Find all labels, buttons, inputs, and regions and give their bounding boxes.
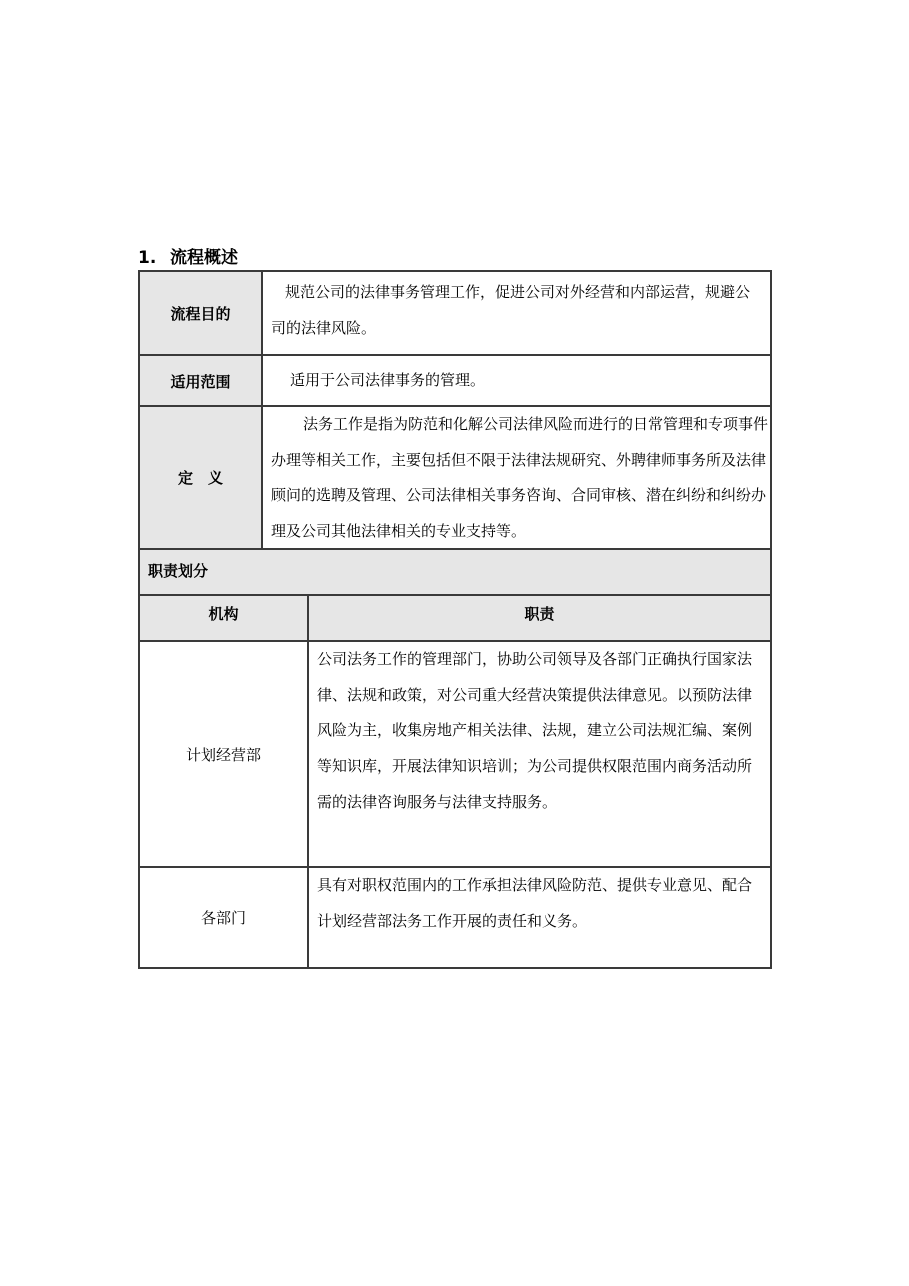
section-number: 1.: [138, 248, 157, 268]
column-header-org: 机构: [140, 596, 309, 641]
responsibilities-heading-row: [140, 550, 770, 595]
section-title: 流程概述: [170, 248, 238, 268]
purpose-label: 流程目的: [140, 272, 263, 355]
table-row: [140, 868, 770, 967]
scope-label: 适用范围: [140, 356, 263, 406]
purpose-row: [140, 272, 770, 355]
org-name: 计划经营部: [140, 642, 309, 867]
scope-text: 适用于公司法律事务的管理。: [290, 371, 486, 390]
org-duty: 具有对职权范围内的工作承担法律风险防范、提供专业意见、配合计划经营部法务工作开展的责任和义务。: [317, 876, 753, 930]
process-overview-table: [138, 270, 772, 969]
definition-label: 定 义: [140, 407, 263, 548]
section-heading: [138, 247, 238, 269]
column-header-row: [140, 596, 770, 641]
table-row: [140, 642, 770, 867]
org-duty: 公司法务工作的管理部门，协助公司领导及各部门正确执行国家法律、法规和政策，对公司重大经营决策提供法律意见。以预防法律风险为主，收集房地产相关法律、法规，建立公司法规汇编、案例等知识库，开展法律知识培训；为公司提供权限范围内商务活动所需的法律咨询服务与法律支持服务。: [317, 650, 753, 811]
scope-row: [140, 356, 770, 406]
purpose-text: 规范公司的法律事务管理工作，促进公司对外经营和内部运营，规避公司的法律风险。: [271, 283, 751, 337]
definition-row: [140, 407, 770, 548]
responsibilities-heading: 职责划分: [148, 562, 209, 580]
org-name: 各部门: [140, 868, 309, 967]
definition-text: 法务工作是指为防范和化解公司法律风险而进行的日常管理和专项事件办理等相关工作，主要包括但不限于法律法规研究、外聘律师事务所及法律顾问的选聘及管理、公司法律相关事务咨询、合同审核、潜在纠纷和纠纷办理及公司其他法律相关的专业支持等。: [271, 415, 769, 540]
column-header-duty: 职责: [524, 605, 555, 623]
